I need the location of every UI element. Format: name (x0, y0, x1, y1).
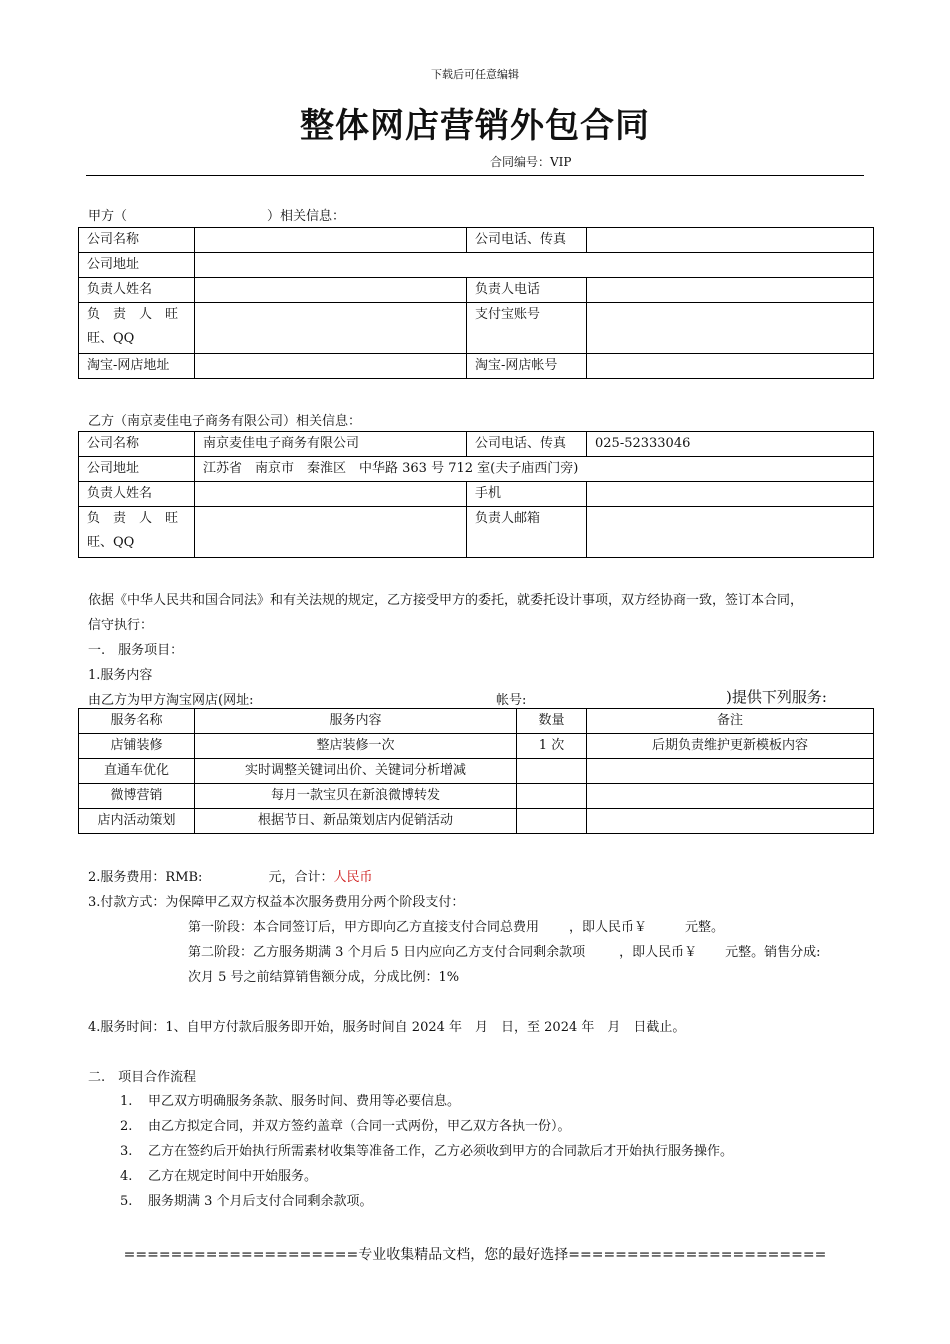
party-b-company-value: 南京麦佳电子商务有限公司 (195, 432, 467, 457)
fee-rmb-label: 2.服务费用：RMB: (88, 870, 203, 885)
table-row (79, 482, 874, 507)
shop-line-c: )提供下列服务: (726, 688, 827, 706)
table-row (79, 734, 874, 759)
service-quantity[interactable] (517, 759, 587, 784)
party-a-phone-label: 公司电话、传真 (467, 228, 587, 253)
party-a-heading-suffix: ）相关信息： (267, 209, 346, 224)
col-header-service: 服务名称 (79, 709, 195, 734)
party-b-company-label: 公司名称 (79, 432, 195, 457)
document-title: 整体网店营销外包合同 (300, 106, 650, 146)
stage-2-end: 元整。销售分成: (725, 945, 821, 960)
intro-line-1: 依据《中华人民共和国合同法》和有关法规的规定，乙方接受甲方的委托，就委托设计事项，双方经协商一致，签订本合同， (88, 593, 804, 608)
party-b-address-label: 公司地址 (79, 457, 195, 482)
col-header-remark: 备注 (587, 709, 874, 734)
footer-banner: ====================专业收集精品文档，您的最好选择====================== (123, 1247, 827, 1263)
list-item-text: 乙方在规定时间中开始服务。 (148, 1169, 318, 1184)
party-b-manager-field[interactable] (195, 482, 467, 507)
service-name: 店铺装修 (79, 734, 195, 759)
party-b-manager-label: 负责人姓名 (79, 482, 195, 507)
party-a-company-field[interactable] (195, 228, 467, 253)
party-a-alipay-label: 支付宝账号 (467, 303, 587, 354)
contract-number: 合同编号：VIP (490, 155, 572, 169)
party-a-wwqq-label-line2: 旺、QQ (87, 331, 135, 346)
service-content: 根据节日、新品策划店内促销活动 (195, 809, 517, 834)
service-remark[interactable] (587, 759, 874, 784)
list-item (120, 1140, 733, 1159)
party-b-mobile-field[interactable] (587, 482, 874, 507)
stage-1-text: 第一阶段：本合同签订后，甲方即向乙方直接支付合同总费用 (188, 920, 540, 935)
service-name: 店内活动策划 (79, 809, 195, 834)
party-b-email-label: 负责人邮箱 (467, 507, 587, 558)
fee-currency: 人民币 (333, 870, 373, 885)
service-remark[interactable] (587, 784, 874, 809)
service-content: 每月一款宝贝在新浪微博转发 (195, 784, 517, 809)
party-a-phone-field[interactable] (587, 228, 874, 253)
list-item-number: 3. (120, 1144, 133, 1159)
fee-line (88, 866, 372, 885)
section-1-heading: 一. 服务项目： (88, 643, 184, 658)
service-content: 整店装修一次 (195, 734, 517, 759)
table-row (79, 228, 874, 253)
party-a-manager-label: 负责人姓名 (79, 278, 195, 303)
intro-line-2: 信守执行： (88, 618, 154, 633)
party-b-wwqq-label (79, 507, 195, 558)
stage-2-amount-label: ，即人民币￥ (619, 945, 698, 960)
party-b-heading: 乙方（南京麦佳电子商务有限公司）相关信息： (88, 414, 362, 429)
list-item (120, 1190, 373, 1209)
party-b-mobile-label: 手机 (467, 482, 587, 507)
download-note: 下载后可任意编辑 (431, 68, 519, 81)
party-b-wwqq-label-line2: 旺、QQ (87, 535, 135, 550)
party-b-table (78, 431, 874, 558)
list-item (120, 1165, 317, 1184)
title-rule (86, 175, 864, 176)
service-quantity: 1 次 (517, 734, 587, 759)
party-a-heading-prefix: 甲方（ (88, 209, 128, 224)
party-b-address-value: 江苏省 南京市 秦淮区 中华路 363 号 712 室(夫子庙西门旁) (195, 457, 874, 482)
service-name: 直通车优化 (79, 759, 195, 784)
list-item-number: 1. (120, 1094, 133, 1109)
list-item-text: 由乙方拟定合同，并双方签约盖章（合同一式两份，甲乙双方各执一份）。 (148, 1119, 571, 1134)
party-a-heading (88, 205, 345, 224)
list-item-text: 服务期满 3 个月后支付合同剩余款项。 (148, 1194, 373, 1209)
section-1-1-heading: 1.服务内容 (88, 668, 153, 683)
party-a-manager-phone-field[interactable] (587, 278, 874, 303)
payment-stage-2 (188, 941, 820, 960)
party-a-company-label: 公司名称 (79, 228, 195, 253)
party-a-shop-account-field[interactable] (587, 354, 874, 379)
service-content: 实时调整关键词出价、关键词分析增减 (195, 759, 517, 784)
list-item (120, 1115, 571, 1134)
table-row (79, 507, 874, 558)
party-a-manager-phone-label: 负责人电话 (467, 278, 587, 303)
service-remark[interactable] (587, 809, 874, 834)
stage-1-amount-label: ，即人民币￥ (569, 920, 648, 935)
service-quantity[interactable] (517, 784, 587, 809)
party-b-wwqq-field[interactable] (195, 507, 467, 558)
col-header-quantity: 数量 (517, 709, 587, 734)
stage-1-end: 元整。 (685, 920, 725, 935)
service-remark: 后期负责维护更新模板内容 (587, 734, 874, 759)
party-a-address-label: 公司地址 (79, 253, 195, 278)
payment-intro: 3.付款方式：为保障甲乙双方权益本次服务费用分两个阶段支付： (88, 895, 465, 910)
party-a-manager-field[interactable] (195, 278, 467, 303)
list-item-number: 5. (120, 1194, 133, 1209)
table-row (79, 303, 874, 354)
party-a-table (78, 227, 874, 379)
service-quantity[interactable] (517, 809, 587, 834)
table-row (79, 784, 874, 809)
party-b-wwqq-label-line1: 负 责 人 旺 (87, 511, 179, 526)
shop-line-a: 由乙方为甲方淘宝网店(网址: (88, 693, 254, 708)
service-name: 微博营销 (79, 784, 195, 809)
list-item-text: 甲乙双方明确服务条款、服务时间、费用等必要信息。 (148, 1094, 461, 1109)
table-header-row (79, 709, 874, 734)
services-table (78, 708, 874, 834)
party-b-phone-value: 025-52333046 (587, 432, 874, 457)
table-row (79, 354, 874, 379)
table-row (79, 457, 874, 482)
payment-stage-2-cont: 次月 5 号之前结算销售额分成，分成比例：1% (188, 970, 460, 985)
table-row (79, 278, 874, 303)
table-row (79, 759, 874, 784)
party-a-alipay-field[interactable] (587, 303, 874, 354)
party-a-shop-url-label: 淘宝-网店地址 (79, 354, 195, 379)
shop-line-b: 帐号: (496, 693, 527, 708)
list-item-number: 4. (120, 1169, 133, 1184)
party-b-phone-label: 公司电话、传真 (467, 432, 587, 457)
party-a-shop-url-field[interactable] (195, 354, 467, 379)
list-item-number: 2. (120, 1119, 133, 1134)
party-a-shop-account-label: 淘宝-网店帐号 (467, 354, 587, 379)
table-row (79, 809, 874, 834)
service-time: 4.服务时间：1、自甲方付款后服务即开始，服务时间自 2024 年 月 日，至 2024 年 月 日截止。 (88, 1020, 686, 1035)
party-a-address-field[interactable] (195, 253, 874, 278)
list-item (120, 1090, 460, 1109)
payment-stage-1 (188, 916, 724, 935)
col-header-content: 服务内容 (195, 709, 517, 734)
fee-total-label: 元，合计： (268, 870, 334, 885)
list-item-text: 乙方在签约后开始执行所需素材收集等准备工作，乙方必须收到甲方的合同款后才开始执行服务操作。 (148, 1144, 734, 1159)
table-row (79, 432, 874, 457)
section-2-heading: 二. 项目合作流程 (88, 1070, 197, 1085)
party-a-wwqq-label-line1: 负 责 人 旺 (87, 307, 179, 322)
stage-2-text: 第二阶段：乙方服务期满 3 个月后 5 日内应向乙方支付合同剩余款项 (188, 945, 586, 960)
table-row (79, 253, 874, 278)
party-a-wwqq-label (79, 303, 195, 354)
party-a-wwqq-field[interactable] (195, 303, 467, 354)
party-b-email-field[interactable] (587, 507, 874, 558)
